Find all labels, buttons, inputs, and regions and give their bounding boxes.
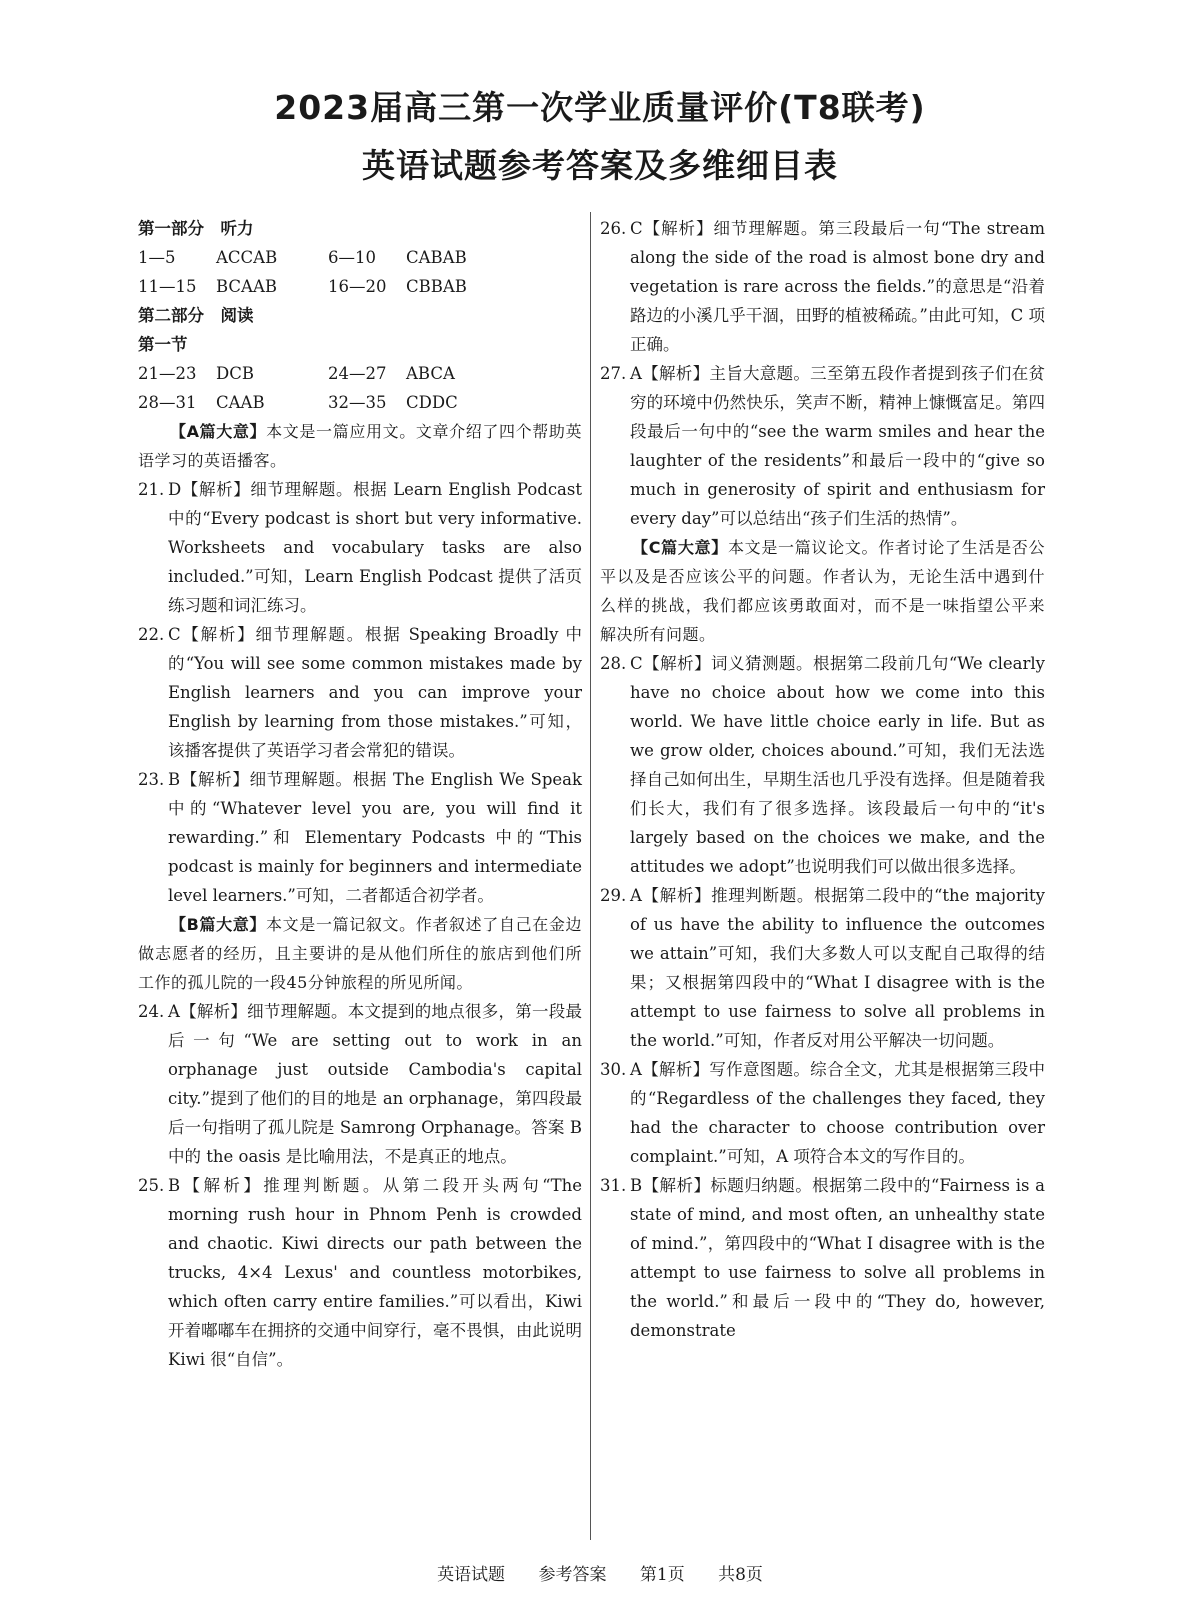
summary-label: 【B篇大意】	[170, 915, 267, 934]
page-footer	[0, 1560, 1200, 1585]
answer-group	[138, 243, 328, 272]
page-title: 2023届高三第一次学业质量评价(T8联考)	[274, 88, 926, 127]
footer-subject: 英语试题	[437, 1565, 506, 1585]
footer-kind: 参考答案	[538, 1565, 607, 1585]
answer-keys: CBBAB	[406, 277, 467, 296]
explanation-item	[138, 475, 582, 620]
question-number: 26.	[600, 219, 627, 238]
question-number: 29.	[600, 886, 627, 905]
answer-group	[138, 359, 328, 388]
part1-heading: 第一部分 听力	[138, 219, 254, 238]
answer-row	[138, 388, 582, 417]
question-number: 30.	[600, 1060, 627, 1079]
question-number: 24.	[138, 1002, 165, 1021]
explanation-item	[600, 214, 1045, 359]
answer-keys: CAAB	[216, 393, 265, 412]
answer-range: 1—5	[138, 248, 176, 267]
explanation-text: B【解析】推理判断题。从第二段开头两句“The morning rush hour in Phnom Penh is crowded and chaotic. Kiwi directs our path between the trucks, 4×4 Lexus' and countless motorbikes, which often carry entire families.”可以看出，Kiwi 开着嘟嘟车在拥挤的交通中间穿行，毫不畏惧，由此说明 Kiwi 很“自信”。	[168, 1176, 582, 1369]
explanation-text: C【解析】词义猜测题。根据第二段前几句“We clearly have no choice about how we come into this world. We have little choice early in life. But as we grow older, choices abound.”可知，我们无法选择自己如何出生，早期生活也几乎没有选择。但是随着我们长大，我们有了很多选择。该段最后一句中的“it's largely based on the choices we make, and the attitudes we adopt”也说明我们可以做出很多选择。	[630, 654, 1045, 876]
explanation-text: B【解析】细节理解题。根据 The English We Speak 中的“Whatever level you are, you will find it rewarding.”和 Elementary Podcasts 中的“This podcast is mainly for beginners and intermediate level learners.”可知，二者都适合初学者。	[168, 770, 582, 905]
explanation-item	[138, 997, 582, 1171]
explanation-item	[600, 359, 1045, 533]
summary-label: 【C篇大意】	[632, 538, 728, 557]
answer-group	[328, 243, 518, 272]
answer-keys: ABCA	[406, 364, 455, 383]
right-column	[600, 214, 1045, 1345]
answer-row	[138, 243, 582, 272]
question-number: 28.	[600, 654, 627, 673]
question-number: 25.	[138, 1176, 165, 1195]
answer-group	[328, 359, 518, 388]
summary-text: 本文是一篇记叙文。作者叙述了自己在金边做志愿者的经历，且主要讲的是从他们所住的旅店到他们所工作的孤儿院的一段45分钟旅程的所见所闻。	[138, 915, 582, 992]
explanation-item	[600, 1171, 1045, 1345]
answer-keys: DCB	[216, 364, 254, 383]
passage-a-summary	[138, 417, 582, 475]
explanation-text: A【解析】细节理解题。本文提到的地点很多，第一段最后一句“We are setting out to work in an orphanage just outside Cambodia's capital city.”提到了他们的目的地是 an orphanage，第四段最后一句指明了孤儿院是 Samrong Orphanage。答案 B 中的 the oasis 是比喻用法，不是真正的地点。	[168, 1002, 582, 1166]
summary-text: 本文是一篇应用文。文章介绍了四个帮助英语学习的英语播客。	[138, 422, 582, 470]
part2-heading: 第二部分 阅读	[138, 306, 254, 325]
explanation-item	[138, 1171, 582, 1374]
answer-group	[328, 272, 518, 301]
explanation-text: A【解析】写作意图题。综合全文，尤其是根据第三段中的“Regardless of the challenges they faced, they had the character to choose contribution over complaint.”可知，A 项符合本文的写作目的。	[630, 1060, 1045, 1166]
explanation-text: A【解析】主旨大意题。三至第五段作者提到孩子们在贫穷的环境中仍然快乐，笑声不断，精神上慷慨富足。第四段最后一句中的“see the warm smiles and hear the laughter of the residents”和最后一段中的“give so much in generosity of spirit and enthusiasm for every day”可以总结出“孩子们生活的热情”。	[630, 364, 1045, 528]
answer-keys: BCAAB	[216, 277, 278, 296]
footer-page-number: 第1页	[639, 1565, 685, 1585]
explanation-item	[600, 881, 1045, 1055]
explanation-text: D【解析】细节理解题。根据 Learn English Podcast 中的“Every podcast is short but very informative. Worksheets and vocabulary tasks are also included.”可知，Learn English Podcast 提供了活页练习题和词汇练习。	[168, 480, 582, 615]
question-number: 21.	[138, 480, 165, 499]
answer-keys: CDDC	[406, 393, 458, 412]
answer-range: 11—15	[138, 277, 197, 296]
answer-group	[138, 388, 328, 417]
answer-range: 24—27	[328, 364, 387, 383]
explanation-text: B【解析】标题归纳题。根据第二段中的“Fairness is a state of mind, and most often, an unhealthy state of mind.”，第四段中的“What I disagree with is the attempt to use fairness to solve all problems in the world.”和最后一段中的“They do, however, demonstrate	[630, 1176, 1045, 1340]
passage-b-summary	[138, 910, 582, 997]
answer-range: 16—20	[328, 277, 387, 296]
answer-group	[328, 388, 518, 417]
summary-text: 本文是一篇议论文。作者讨论了生活是否公平以及是否应该公平的问题。作者认为，无论生活中遇到什么样的挑战，我们都应该勇敢面对，而不是一味指望公平来解决所有问题。	[600, 538, 1045, 644]
explanation-text: C【解析】细节理解题。根据 Speaking Broadly 中的“You will see some common mistakes made by English learners and you can improve your English by learning from those mistakes.”可知，该播客提供了英语学习者会常犯的错误。	[168, 625, 582, 760]
answer-range: 28—31	[138, 393, 197, 412]
explanation-item	[600, 649, 1045, 881]
passage-c-summary	[600, 533, 1045, 649]
answer-row	[138, 359, 582, 388]
section1-heading: 第一节	[138, 335, 188, 354]
answer-keys: CABAB	[406, 248, 467, 267]
summary-label: 【A篇大意】	[170, 422, 267, 441]
explanation-item	[138, 765, 582, 910]
answer-keys: ACCAB	[216, 248, 278, 267]
column-divider	[590, 212, 591, 1540]
question-number: 27.	[600, 364, 627, 383]
question-number: 22.	[138, 625, 165, 644]
explanation-item	[138, 620, 582, 765]
question-number: 31.	[600, 1176, 627, 1195]
answer-row	[138, 272, 582, 301]
answer-range: 6—10	[328, 248, 376, 267]
footer-total-pages: 共8页	[718, 1565, 763, 1585]
question-number: 23.	[138, 770, 165, 789]
answer-range: 21—23	[138, 364, 197, 383]
answer-group	[138, 272, 328, 301]
explanation-item	[600, 1055, 1045, 1171]
answer-range: 32—35	[328, 393, 387, 412]
explanation-text: C【解析】细节理解题。第三段最后一句“The stream along the side of the road is almost bone dry and vegetation is rare across the fields.”的意思是“沿着路边的小溪几乎干涸，田野的植被稀疏。”由此可知，C 项正确。	[630, 219, 1045, 354]
page-subtitle: 英语试题参考答案及多维细目表	[362, 146, 838, 185]
explanation-text: A【解析】推理判断题。根据第二段中的“the majority of us have the ability to influence the outcomes we attain”可知，我们大多数人可以支配自己取得的结果；又根据第四段中的“What I disagree with is the attempt to use fairness to solve all problems in the world.”可知，作者反对用公平解决一切问题。	[630, 886, 1045, 1050]
left-column	[138, 214, 582, 1374]
